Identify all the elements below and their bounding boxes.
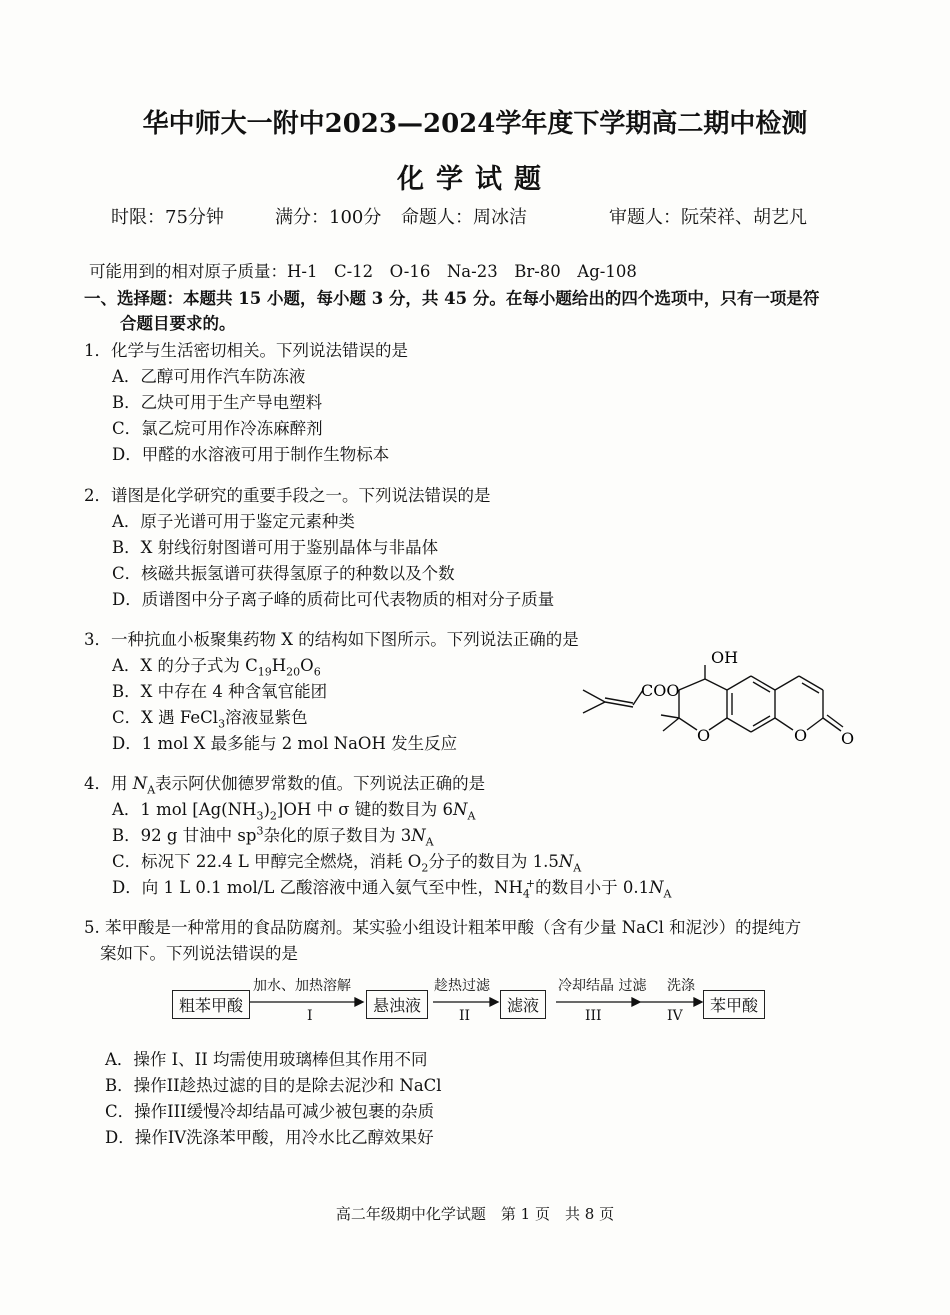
purification-flow-diagram <box>0 970 950 1030</box>
section-heading: 一、选择题：本题共 15 小题，每小题 3 分，共 45 分。在每小题给出的四个选项中，只有一项是符 <box>84 289 820 308</box>
q5-stem-cont: 案如下。下列说法错误的是 <box>100 944 298 963</box>
flow-box-crude: 粗苯甲酸 <box>172 990 250 1019</box>
q3-stem: 3．一种抗血小板聚集药物 X 的结构如下图所示。下列说法正确的是 <box>84 630 579 649</box>
flow-box-product: 苯甲酸 <box>703 990 765 1019</box>
exam-title: 华中师大一附中2023—2024学年度下学期高二期中检测 <box>142 109 808 139</box>
time-limit: 时限：75分钟 <box>111 207 224 228</box>
carbonyl-oxygen: O <box>841 729 855 748</box>
q4-option-c: C．标况下 22.4 L 甲醇完全燃烧，消耗 $O_2$分子的数目为 $1.5N_A$ <box>112 852 582 875</box>
ester-label: COO <box>641 681 680 700</box>
step-1-label: 加水、加热溶解 <box>253 978 351 994</box>
atomic-masses: 可能用到的相对原子质量：H-1 C-12 O-16 Na-23 Br-80 Ag-108 <box>89 262 637 281</box>
q2-stem: 2．谱图是化学研究的重要手段之一。下列说法错误的是 <box>84 486 491 505</box>
step-3-numeral: III <box>585 1008 602 1024</box>
q3-option-c: C．X 遇 FeCl$_3$溶液显紫色 <box>112 708 308 731</box>
q3-option-d: D．1 mol X 最多能与 2 mol NaOH 发生反应 <box>112 734 458 753</box>
q2-option-c: C．核磁共振氢谱可获得氢原子的种数以及个数 <box>112 564 455 583</box>
step-4-label: 洗涤 <box>667 978 695 994</box>
q1-option-b: B．乙炔可用于生产导电塑料 <box>112 393 323 412</box>
q2-option-a: A．原子光谱可用于鉴定元素种类 <box>112 512 355 531</box>
reviewer: 审题人：阮荣祥、胡艺凡 <box>609 207 807 228</box>
q5-option-c: C．操作III缓慢冷却结晶可减少被包裹的杂质 <box>105 1102 435 1121</box>
q1-option-d: D．甲醛的水溶液可用于制作生物标本 <box>112 445 390 464</box>
q2-option-d: D．质谱图中分子离子峰的质荷比可代表物质的相对分子质量 <box>112 590 555 609</box>
author: 命题人：周冰洁 <box>401 207 527 228</box>
flow-box-filtrate: 滤液 <box>500 990 546 1019</box>
q5-option-d: D．操作IV洗涤苯甲酸，用冷水比乙醇效果好 <box>105 1128 434 1147</box>
q4-option-b: B．92 g 甘油中 $sp^3$杂化的原子数目为 $3N_A$ <box>112 824 434 849</box>
step-2-label: 趁热过滤 <box>434 978 490 994</box>
q2-option-b: B．X 射线衍射图谱可用于鉴别晶体与非晶体 <box>112 538 439 557</box>
molecule-structure-figure <box>575 645 865 755</box>
step-3-label: 冷却结晶 过滤 <box>558 978 647 994</box>
q5-option-b: B．操作II趁热过滤的目的是除去泥沙和 NaCl <box>105 1076 442 1095</box>
flow-box-suspension: 悬浊液 <box>366 990 428 1019</box>
step-2-numeral: II <box>459 1008 471 1024</box>
q4-stem: 4．用 $N_A$表示阿伏伽德罗常数的值。下列说法正确的是 <box>84 774 486 797</box>
q3-option-b: B．X 中存在 4 种含氧官能团 <box>112 682 328 701</box>
q4-option-d: D．向 1 L 0.1 mol/L 乙酸溶液中通入氨气至中性，$NH_4^+$的数目小于 $0.1N_A$ <box>112 876 672 901</box>
step-1-numeral: I <box>307 1008 313 1024</box>
q4-option-a: A．1 mol $[Ag(NH_3)_2]OH$ 中 σ 键的数目为 $6N_A$ <box>112 800 476 823</box>
q5-stem: 5. 苯甲酸是一种常用的食品防腐剂。某实验小组设计粗苯甲酸（含有少量 NaCl 和泥沙）的提纯方 <box>84 918 802 937</box>
ring-oxygen-2: O <box>794 726 808 745</box>
exam-subtitle: 化学试题 <box>397 164 553 195</box>
q1-option-a: A．乙醇可用作汽车防冻液 <box>112 367 306 386</box>
ring-oxygen-1: O <box>697 726 711 745</box>
page-footer: 高二年级期中化学试题 第 1 页 共 8 页 <box>335 1205 615 1223</box>
oh-label: OH <box>711 648 739 667</box>
q5-option-a: A．操作 I、II 均需使用玻璃棒但其作用不同 <box>105 1050 428 1069</box>
section-heading-cont: 合题目要求的。 <box>120 314 236 333</box>
full-score: 满分：100分 <box>275 207 382 228</box>
step-4-numeral: IV <box>667 1008 683 1024</box>
q1-stem: 1．化学与生活密切相关。下列说法错误的是 <box>84 341 408 360</box>
q1-option-c: C．氯乙烷可用作冷冻麻醉剂 <box>112 419 323 438</box>
q3-option-a: A．X 的分子式为 $C_{19}H_{20}O_6$ <box>112 656 321 679</box>
